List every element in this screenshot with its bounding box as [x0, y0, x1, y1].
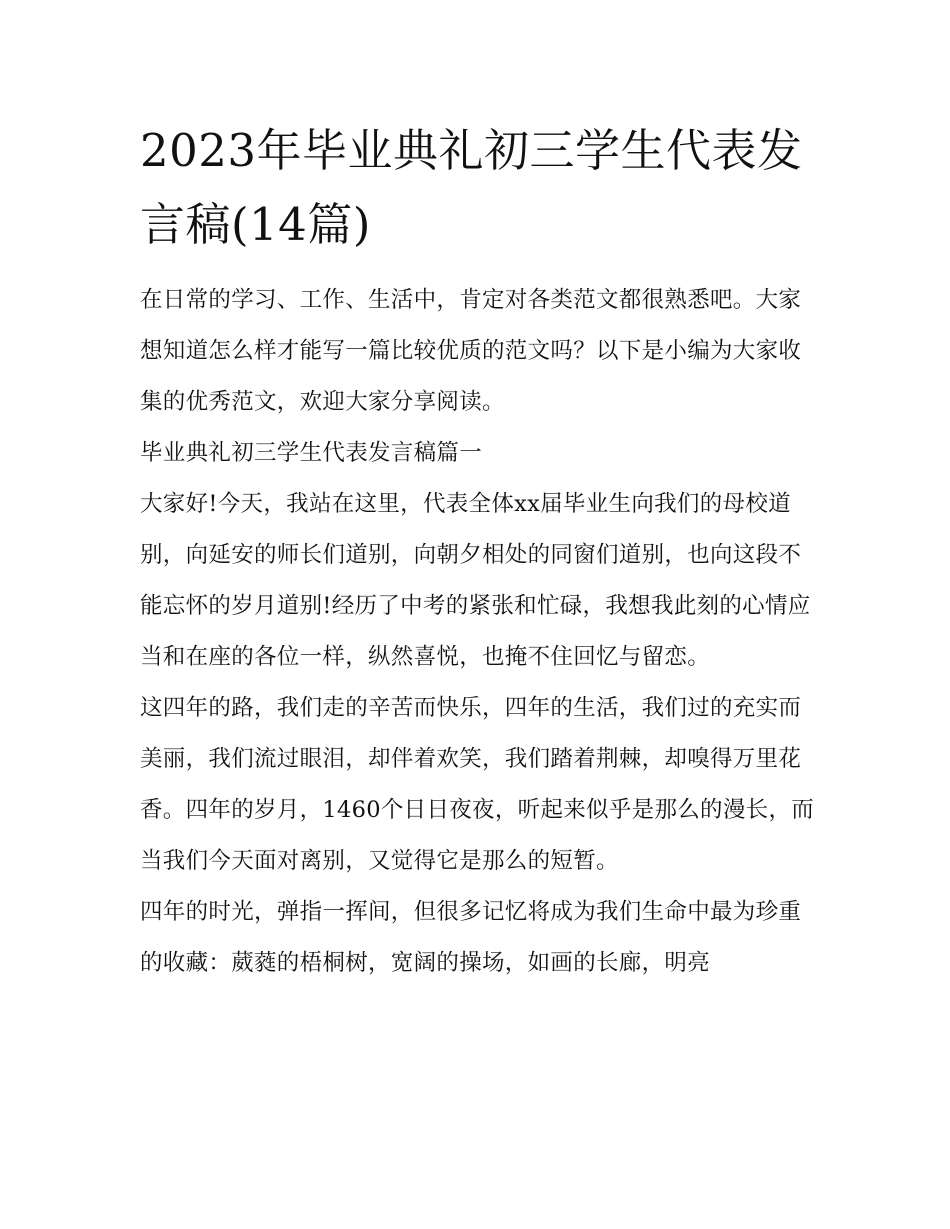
document-body	[140, 275, 820, 989]
body-paragraph-2: 这四年的路，我们走的辛苦而快乐，四年的生活，我们过的充实而美丽，我们流过眼泪，却伴着欢笑，我们踏着荆棘，却嗅得万里花香。四年的岁月，1460个日日夜夜，听起来似乎是那么的漫长，而当我们今天面对离别，又觉得它是那么的短暂。	[140, 695, 815, 874]
body-paragraph-1: 大家好!今天，我站在这里，代表全体xx届毕业生向我们的母校道别，向延安的师长们道别，向朝夕相处的同窗们道别，也向这段不能忘怀的岁月道别!经历了中考的紧张和忙碌，我想我此刻的心情应当和在座的各位一样，纵然喜悦，也掩不住回忆与留恋。	[140, 491, 811, 670]
body-paragraph-3: 四年的时光，弹指一挥间，但很多记忆将成为我们生命中最为珍重的收藏：葳蕤的梧桐树，宽阔的操场，如画的长廊，明亮	[140, 899, 802, 976]
intro-paragraph: 在日常的学习、工作、生活中，肯定对各类范文都很熟悉吧。大家想知道怎么样才能写一篇比较优质的范文吗？以下是小编为大家收集的优秀范文，欢迎大家分享阅读。	[140, 287, 802, 415]
document-title: 2023年毕业典礼初三学生代表发言稿(14篇)	[140, 124, 803, 251]
section-heading: 毕业典礼初三学生代表发言稿篇一	[140, 440, 483, 466]
